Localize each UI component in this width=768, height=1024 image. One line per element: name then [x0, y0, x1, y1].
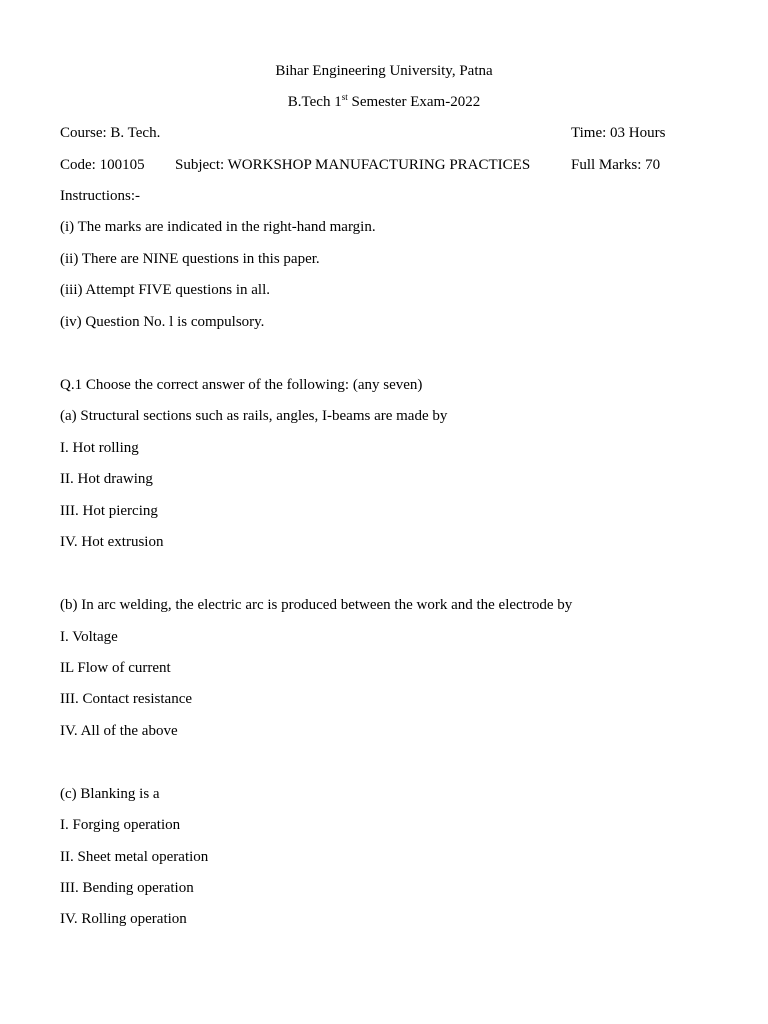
code-label: Code: 100105: [60, 157, 145, 173]
answer-option: I. Voltage: [60, 629, 118, 645]
university-title: Bihar Engineering University, Patna: [275, 63, 493, 79]
answer-option: II. Sheet metal operation: [60, 849, 209, 865]
full-marks-label: Full Marks: 70: [571, 157, 661, 173]
question-text: (c) Blanking is a: [60, 786, 160, 802]
question-text: (a) Structural sections such as rails, angles, I-beams are made by: [60, 408, 448, 424]
answer-option: IV. Rolling operation: [60, 911, 187, 927]
instructions-title: Instructions:-: [60, 188, 140, 204]
question-1-title: Q.1 Choose the correct answer of the following: (any seven): [60, 377, 423, 393]
answer-option: II. Hot drawing: [60, 471, 153, 487]
answer-option: III. Bending operation: [60, 880, 194, 896]
answer-option: IV. All of the above: [60, 723, 178, 739]
exam-title-ordinal: st: [341, 92, 348, 102]
question-text: (b) In arc welding, the electric arc is produced between the work and the electrode by: [60, 597, 573, 613]
instruction-item: (iv) Question No. l is compulsory.: [60, 314, 265, 330]
time-label: Time: 03 Hours: [571, 125, 666, 141]
instruction-item: (iii) Attempt FIVE questions in all.: [60, 282, 270, 298]
answer-option: I. Hot rolling: [60, 440, 139, 456]
answer-option: IL Flow of current: [60, 660, 171, 676]
course-label: Course: B. Tech.: [60, 125, 161, 141]
exam-title: [0, 93, 768, 111]
subject-label: Subject: WORKSHOP MANUFACTURING PRACTICES: [175, 157, 531, 173]
instruction-item: (i) The marks are indicated in the right-hand margin.: [60, 219, 376, 235]
exam-title-suffix: Semester Exam-2022: [347, 94, 481, 110]
answer-option: III. Hot piercing: [60, 503, 158, 519]
answer-option: IV. Hot extrusion: [60, 534, 164, 550]
answer-option: I. Forging operation: [60, 817, 181, 833]
instruction-item: (ii) There are NINE questions in this paper.: [60, 251, 320, 267]
answer-option: III. Contact resistance: [60, 691, 193, 707]
exam-title-prefix: B.Tech 1: [287, 94, 342, 110]
